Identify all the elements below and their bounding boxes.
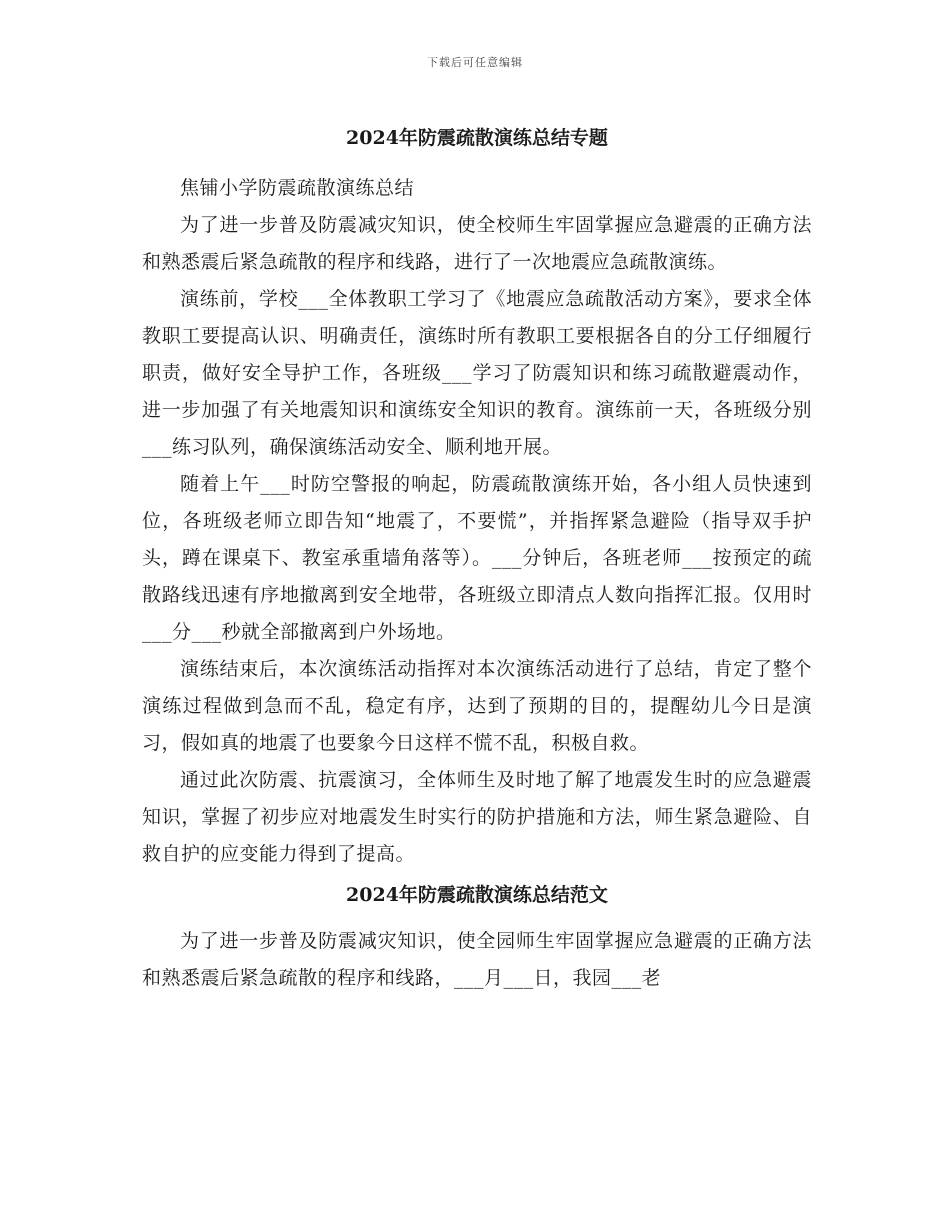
paragraph: 通过此次防震、抗震演习，全体师生及时地了解了地震发生时的应急避震知识，掌握了初步应对地震发生时实行的防护措施和方法，师生紧急避险、自救自护的应变能力得到了提高。	[142, 769, 812, 865]
paragraph: 随着上午___时防空警报的响起，防震疏散演练开始，各小组人员快速到位，各班级老师立即告知“地震了，不要慌”，并指挥紧急避险（指导双手护头，蹲在课桌下、教室承重墙角落等）。___分钟后，各班老师___按预定的疏散路线迅速有序地撤离到安全地带，各班级立即清点人数向指挥汇报。仅用时___分___秒就全部撤离到户外场地。	[142, 473, 812, 643]
paragraph: 焦铺小学防震疏散演练总结	[180, 177, 415, 199]
header-note: 下载后可任意编辑	[427, 56, 523, 69]
paragraph: 为了进一步普及防震减灾知识，使全园师生牢固掌握应急避震的正确方法和熟悉震后紧急疏散的程序和线路，___月___日，我园___老	[142, 930, 812, 989]
paragraph: 演练前，学校___全体教职工学习了《地震应急疏散活动方案》，要求全体教职工要提高认识、明确责任，演练时所有教职工要根据各自的分工仔细履行职责，做好安全导护工作，各班级___学习了防震知识和练习疏散避震动作，进一步加强了有关地震知识和演练安全知识的教育。演练前一天，各班级分别___练习队列，确保演练活动安全、顺利地开展。	[142, 288, 812, 458]
paragraph: 为了进一步普及防震减灾知识，使全校师生牢固掌握应急避震的正确方法和熟悉震后紧急疏散的程序和线路，进行了一次地震应急疏散演练。	[142, 214, 812, 273]
document-body	[142, 118, 812, 997]
section-title-2: 2024年防震疏散演练总结范文	[346, 884, 608, 906]
paragraph: 演练结束后，本次演练活动指挥对本次演练活动进行了总结，肯定了整个演练过程做到急而不乱，稳定有序，达到了预期的目的，提醒幼儿今日是演习，假如真的地震了也要象今日这样不慌不乱，积极自救。	[142, 658, 812, 754]
section-title-1: 2024年防震疏散演练总结专题	[346, 127, 608, 149]
